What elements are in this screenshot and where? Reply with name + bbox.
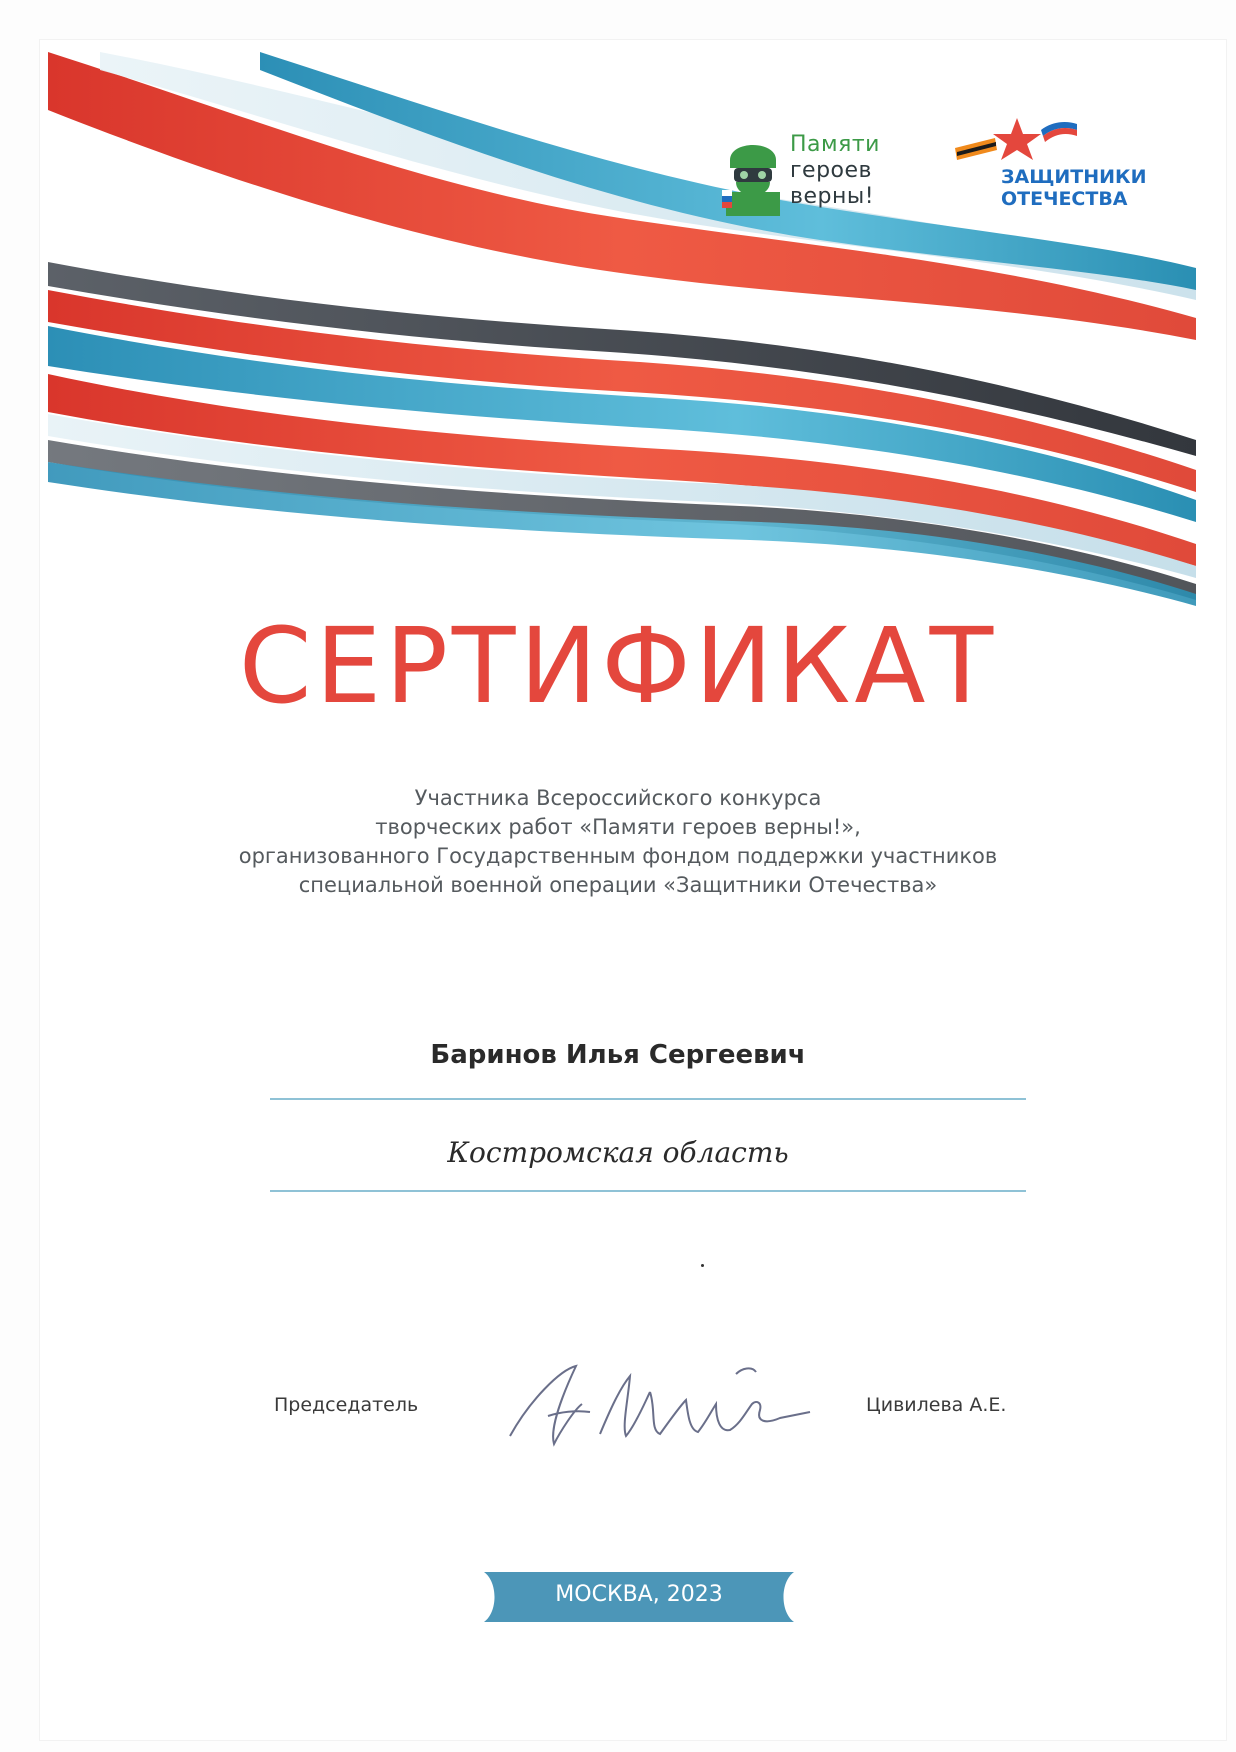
place-date: МОСКВА, 2023 (555, 1582, 723, 1607)
tricolor-ribbons (0, 0, 1236, 640)
logo-left-line1: Памяти (790, 132, 880, 157)
handwritten-signature (490, 1340, 830, 1460)
recipient-region: Костромская область (447, 1136, 789, 1169)
certificate-title: СЕРТИФИКАТ (238, 605, 998, 727)
logo-right-line1: ЗАЩИТНИКИ (1001, 166, 1147, 188)
logo-pamyati-geroev-verny (722, 124, 902, 220)
signatory-name: Цивилева А.Е. (866, 1394, 1007, 1416)
recipient-name: Баринов Илья Сергеевич (430, 1040, 806, 1070)
signatory-role: Председатель (274, 1394, 419, 1416)
subtitle-line-3: организованного Государственным фондом поддержки участников (238, 844, 998, 868)
paper-speck (701, 1264, 704, 1267)
logo-left-text (790, 132, 880, 210)
logo-zashchitniki-otechestva (955, 114, 1165, 214)
logo-right-text (1001, 166, 1147, 210)
certificate-subtitle (200, 784, 1036, 900)
red-star-ribbon-icon (955, 114, 1085, 170)
subtitle-line-2: творческих работ «Памяти героев верны!», (375, 815, 861, 839)
logo-left-line2: героев (790, 158, 873, 183)
region-underline (270, 1190, 1026, 1192)
soldier-helmet-icon (722, 130, 784, 216)
logo-right-line2: ОТЕЧЕСТВА (1001, 188, 1128, 210)
logo-left-line3: верны! (790, 184, 875, 209)
name-underline (270, 1098, 1026, 1100)
subtitle-line-1: Участника Всероссийского конкурса (414, 786, 822, 810)
subtitle-line-4: специальной военной операции «Защитники Отечества» (298, 873, 938, 897)
